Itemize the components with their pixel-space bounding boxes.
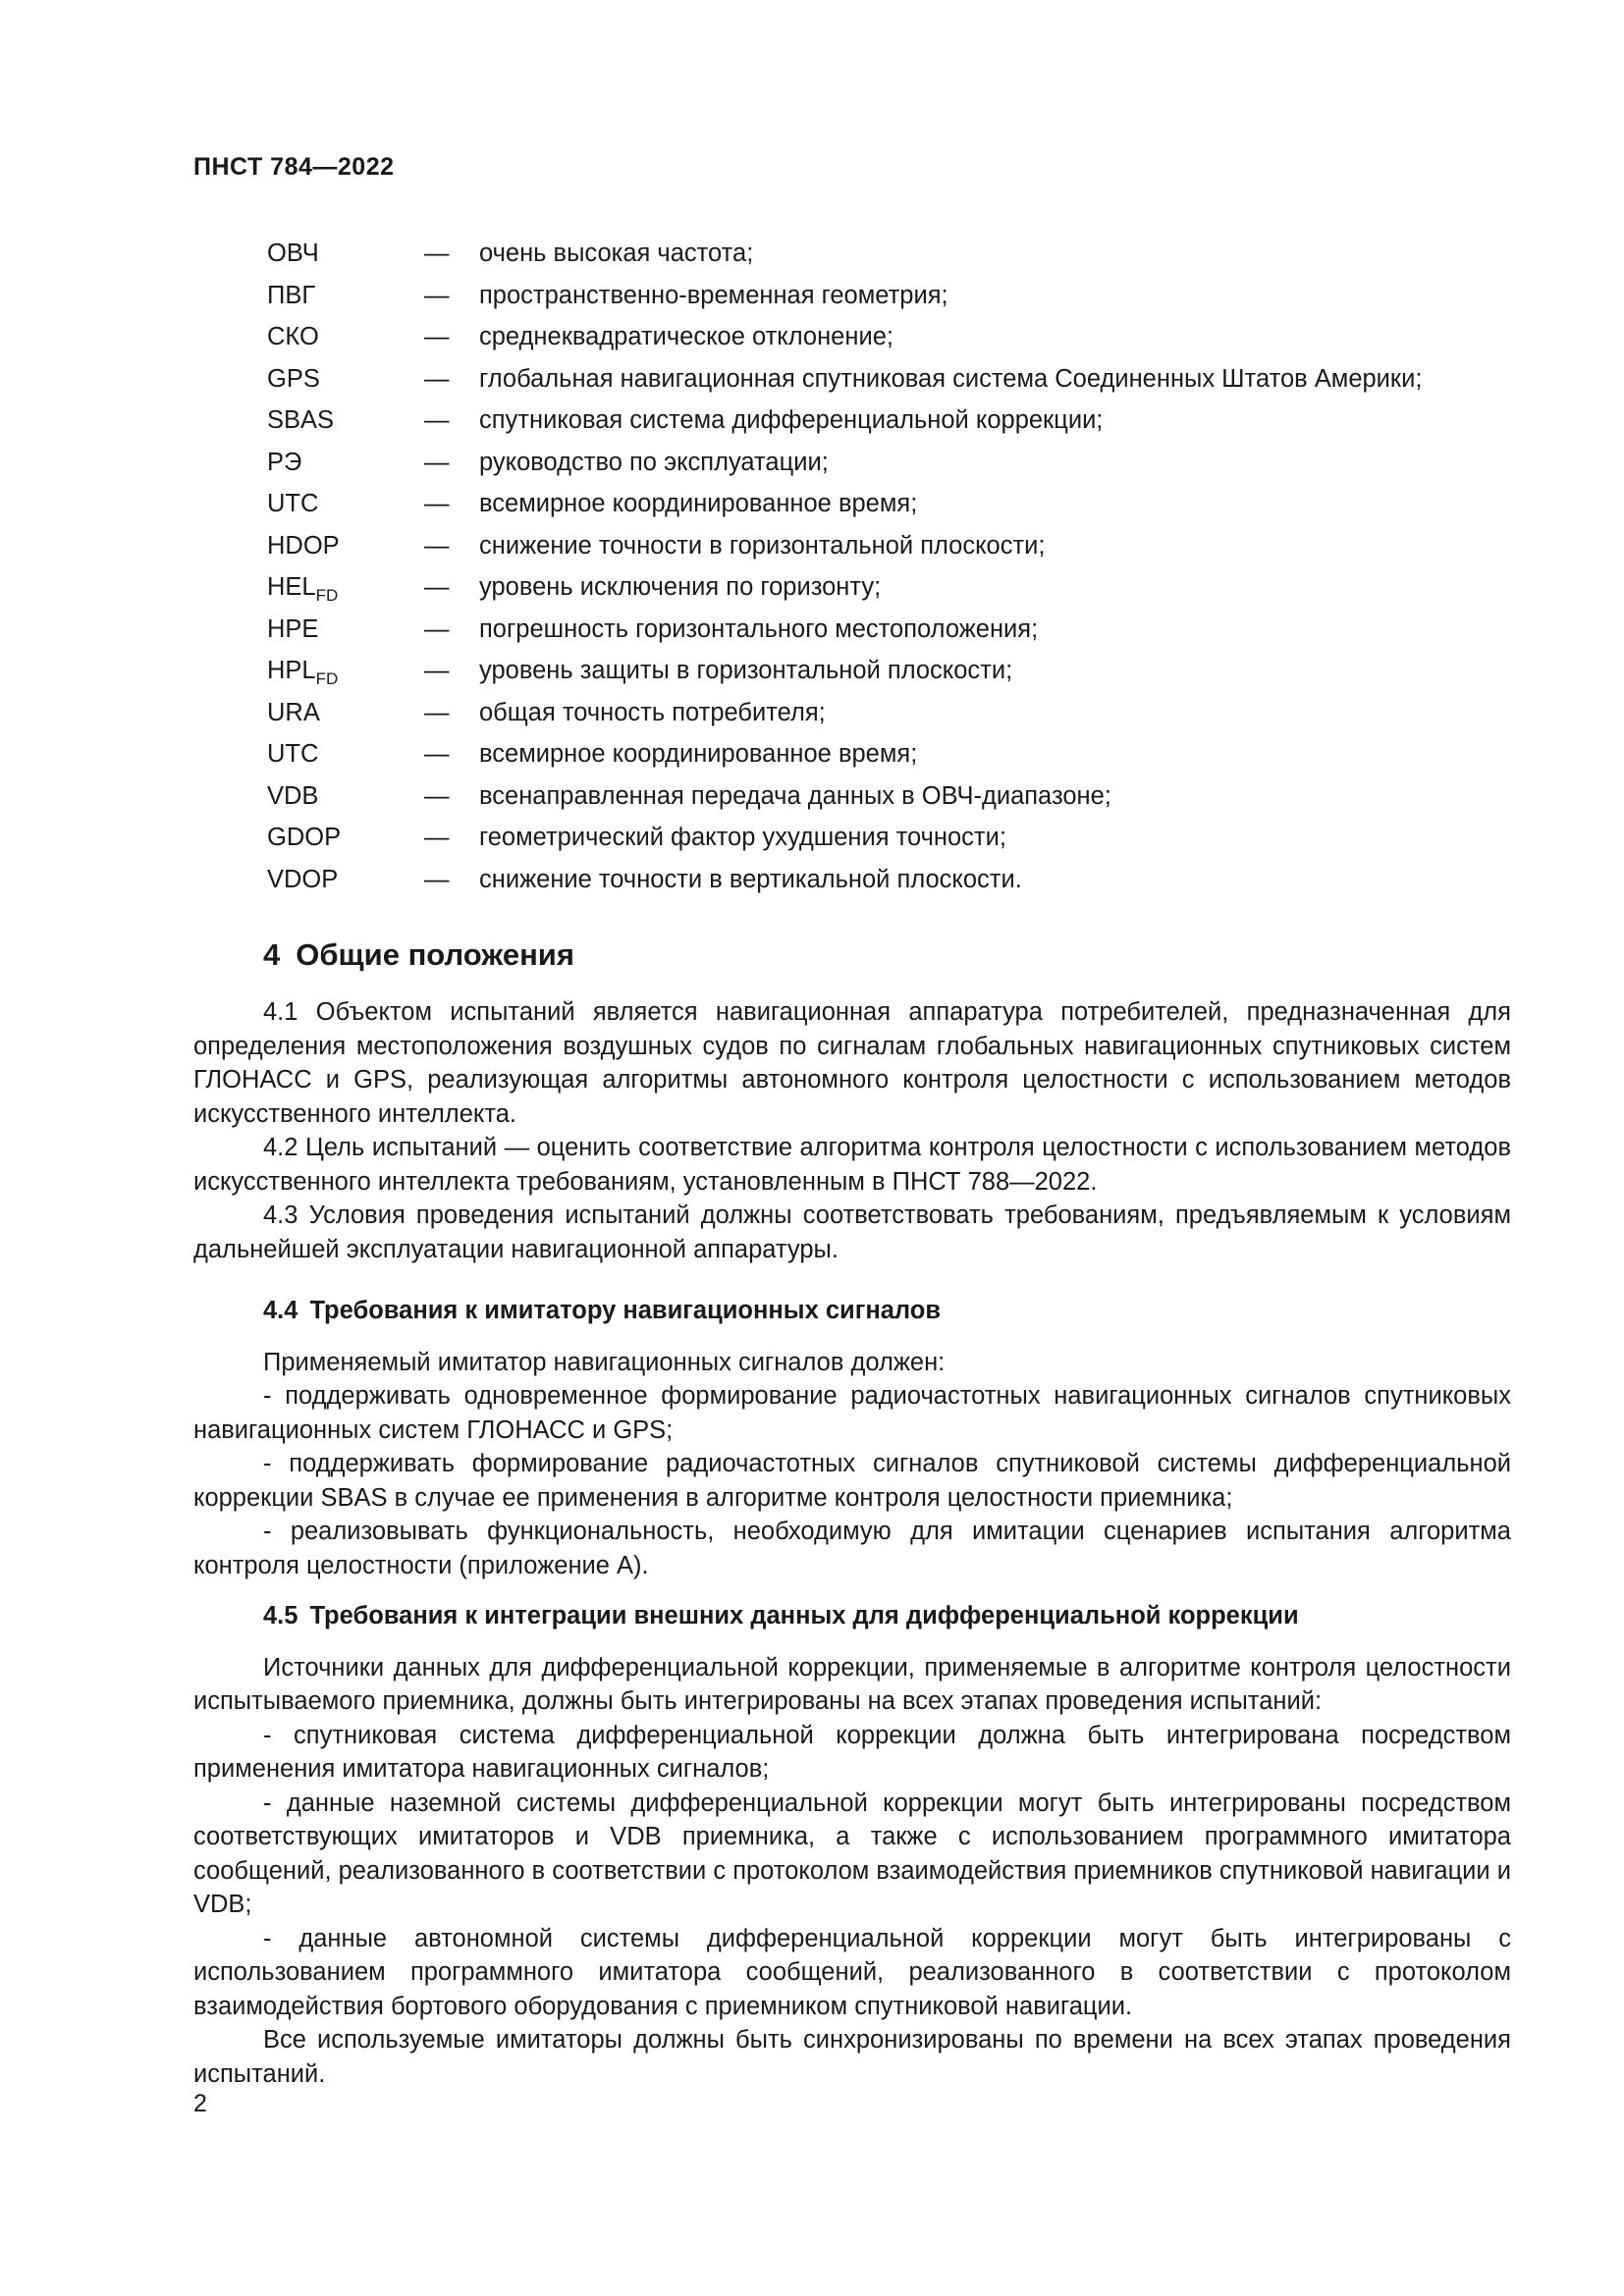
abbreviation-term: [267, 780, 424, 812]
abbreviation-row: [267, 280, 1543, 322]
abbreviation-term: [267, 488, 424, 519]
abbreviation-term: [267, 363, 424, 395]
abbreviation-term-text: GDOP: [267, 824, 342, 851]
paragraph-4-4-intro: Применяемый имитатор навигационных сигналов должен:: [263, 1348, 946, 1376]
abbreviation-term-text: HEL: [267, 573, 316, 601]
abbreviation-row: [267, 530, 1543, 572]
abbreviation-definition: среднеквадратическое отклонение;: [479, 323, 893, 350]
paragraph-4-1: 4.1 Объектом испытаний является навигационная аппаратура потребителей, предназначенная для определения местоположения воздушных судов по сигналам глобальных навигационных спутниковых систем ГЛОНАСС и GPS, реализующая алгоритмы автономного контроля целостности с использованием методов искусственного интеллекта.: [193, 998, 1511, 1128]
abbreviation-row: [267, 822, 1543, 864]
section-4-5: [193, 1599, 1511, 2091]
abbreviations-list: [267, 238, 1543, 905]
abbreviation-term: [267, 404, 424, 436]
abbreviation-dash: —: [424, 824, 450, 851]
abbreviation-definition: всемирное координированное время;: [479, 740, 918, 768]
abbreviation-dash: —: [424, 698, 450, 726]
abbreviation-definition: уровень исключения по горизонту;: [479, 573, 882, 601]
abbreviation-term-text: UTC: [267, 490, 319, 517]
abbreviation-dash: —: [424, 490, 450, 517]
abbreviation-row: [267, 447, 1543, 489]
abbreviation-term: [267, 738, 424, 770]
abbreviation-term: [267, 321, 424, 352]
abbreviation-term: [267, 822, 424, 853]
paragraph-4-4-item-3: - реализовывать функциональность, необходимую для имитации сценариев испытания алгоритма контроля целостности (приложение А).: [193, 1518, 1511, 1579]
abbreviation-dash: —: [424, 573, 450, 601]
section-4-4-heading: [193, 1294, 1511, 1328]
abbreviation-definition: руководство по эксплуатации;: [479, 448, 829, 476]
section-4-4-number: 4.4: [263, 1297, 298, 1324]
paragraph-4-4-item-1: - поддерживать одновременное формирование радиочастотных навигационных сигналов спутниковых навигационных систем ГЛОНАСС и GPS;: [193, 1382, 1511, 1444]
document-code-header: ПНСТ 784—2022: [193, 153, 395, 181]
abbreviation-dash: —: [424, 323, 450, 350]
abbreviation-row: [267, 571, 1543, 614]
abbreviation-dash: —: [424, 364, 450, 393]
page-number: 2: [193, 2090, 207, 2117]
abbreviation-term-subscript: FD: [315, 586, 339, 605]
abbreviation-definition: общая точность потребителя;: [479, 698, 826, 726]
section-4-number: 4: [263, 937, 281, 972]
abbreviation-dash: —: [424, 448, 450, 476]
section-4-4-title: Требования к имитатору навигационных сигналов: [309, 1297, 942, 1324]
abbreviation-definition: спутниковая система дифференциальной коррекции;: [479, 406, 1104, 434]
abbreviation-definition: геометрический фактор ухудшения точности;: [479, 824, 1006, 851]
abbreviation-term-text: VDB: [267, 781, 319, 810]
abbreviation-definition: уровень защиты в горизонтальной плоскости;: [479, 657, 1013, 684]
abbreviation-dash: —: [424, 865, 450, 893]
abbreviation-term: [267, 530, 424, 561]
abbreviation-term-text: UTC: [267, 740, 319, 768]
abbreviation-term-text: HPE: [267, 614, 319, 643]
abbreviation-row: [267, 655, 1543, 697]
abbreviation-term-text: ПВГ: [267, 281, 316, 309]
abbreviation-term-text: SBAS: [267, 406, 335, 434]
abbreviation-dash: —: [424, 614, 450, 643]
abbreviation-dash: —: [424, 781, 450, 810]
abbreviation-term: [267, 697, 424, 728]
abbreviation-term-subscript: FD: [315, 669, 339, 688]
paragraph-4-3: 4.3 Условия проведения испытаний должны соответствовать требованиям, предъявляемым к условиям дальнейшей эксплуатации навигационной аппаратуры.: [193, 1201, 1511, 1263]
abbreviation-row: [267, 321, 1543, 363]
abbreviation-term-text: HPL: [267, 657, 316, 684]
abbreviation-term: [267, 571, 424, 603]
section-4-5-heading: [193, 1599, 1511, 1633]
abbreviation-row: [267, 864, 1543, 906]
abbreviation-row: [267, 488, 1543, 530]
abbreviation-term: [267, 447, 424, 478]
paragraph-4-5-item-3: - данные автономной системы дифференциальной коррекции могут быть интегрированы с использованием программного имитатора сообщений, реализованного в соответствии с протоколом взаимодействия бортового оборудования с приемником спутниковой навигации.: [193, 1924, 1511, 2020]
abbreviation-row: [267, 697, 1543, 739]
abbreviation-dash: —: [424, 281, 450, 309]
abbreviation-dash: —: [424, 657, 450, 684]
abbreviation-definition: глобальная навигационная спутниковая система Соединенных Штатов Америки;: [479, 364, 1423, 393]
abbreviation-term: [267, 655, 424, 686]
abbreviation-term-text: HDOP: [267, 531, 340, 560]
abbreviation-term: [267, 614, 424, 645]
abbreviation-term-text: VDOP: [267, 865, 339, 893]
abbreviation-definition: пространственно-временная геометрия;: [479, 281, 948, 309]
abbreviation-row: [267, 780, 1543, 823]
abbreviation-row: [267, 738, 1543, 780]
abbreviation-definition: всенаправленная передача данных в ОВЧ-диапазоне;: [479, 781, 1111, 810]
abbreviation-row: [267, 614, 1543, 656]
paragraph-4-5-intro: Источники данных для дифференциальной коррекции, применяемые в алгоритме контроля целостности испытываемого приемника, должны быть интегрированы на всех этапах проведения испытаний:: [193, 1653, 1511, 1715]
abbreviation-definition: погрешность горизонтального местоположения;: [479, 614, 1039, 643]
section-4-heading: [263, 937, 574, 973]
section-4-5-number: 4.5: [263, 1602, 298, 1629]
abbreviation-definition: всемирное координированное время;: [479, 490, 918, 517]
section-4-4: [193, 1294, 1511, 1582]
section-4-5-title: Требования к интеграции внешних данных для дифференциальной коррекции: [309, 1602, 1299, 1629]
abbreviation-dash: —: [424, 740, 450, 768]
paragraph-4-2: 4.2 Цель испытаний — оценить соответствие алгоритма контроля целостности с использованием методов искусственного интеллекта требованиям, установленным в ПНСТ 788—2022.: [193, 1134, 1511, 1196]
abbreviation-term-text: РЭ: [267, 448, 302, 476]
abbreviation-term: [267, 238, 424, 269]
abbreviation-dash: —: [424, 406, 450, 434]
paragraph-4-4-item-2: - поддерживать формирование радиочастотных сигналов спутниковой системы дифференциальной коррекции SBAS в случае ее применения в алгоритме контроля целостности приемника;: [193, 1450, 1511, 1512]
section-4-title: Общие положения: [296, 937, 574, 972]
abbreviation-row: [267, 363, 1543, 405]
abbreviation-row: [267, 404, 1543, 447]
abbreviation-term: [267, 280, 424, 311]
paragraph-4-5-item-1: - спутниковая система дифференциальной коррекции должна быть интегрирована посредством применения имитатора навигационных сигналов;: [193, 1721, 1511, 1783]
paragraph-4-5-item-2: - данные наземной системы дифференциальной коррекции могут быть интегрированы посредством соответствующих имитаторов и VDB приемника, а также с использованием программного имитатора сообщений, реализованного в соответствии с протоколом взаимодействия приемников спутниковой навигации и VDB;: [193, 1789, 1511, 1918]
abbreviation-term-text: URA: [267, 698, 320, 726]
abbreviation-term-text: ОВЧ: [267, 240, 319, 267]
abbreviation-dash: —: [424, 240, 450, 267]
section-4-body: [193, 995, 1511, 1266]
abbreviation-definition: очень высокая частота;: [479, 240, 754, 267]
abbreviation-term-text: GPS: [267, 364, 320, 393]
abbreviation-term: [267, 864, 424, 895]
abbreviation-term-text: СКО: [267, 323, 319, 350]
abbreviation-definition: снижение точности в горизонтальной плоскости;: [479, 531, 1046, 560]
abbreviation-dash: —: [424, 531, 450, 560]
abbreviation-definition: снижение точности в вертикальной плоскости.: [479, 865, 1022, 893]
paragraph-4-5-closing: Все используемые имитаторы должны быть синхронизированы по времени на всех этапах проведения испытаний.: [193, 2026, 1511, 2088]
abbreviation-row: [267, 238, 1543, 280]
